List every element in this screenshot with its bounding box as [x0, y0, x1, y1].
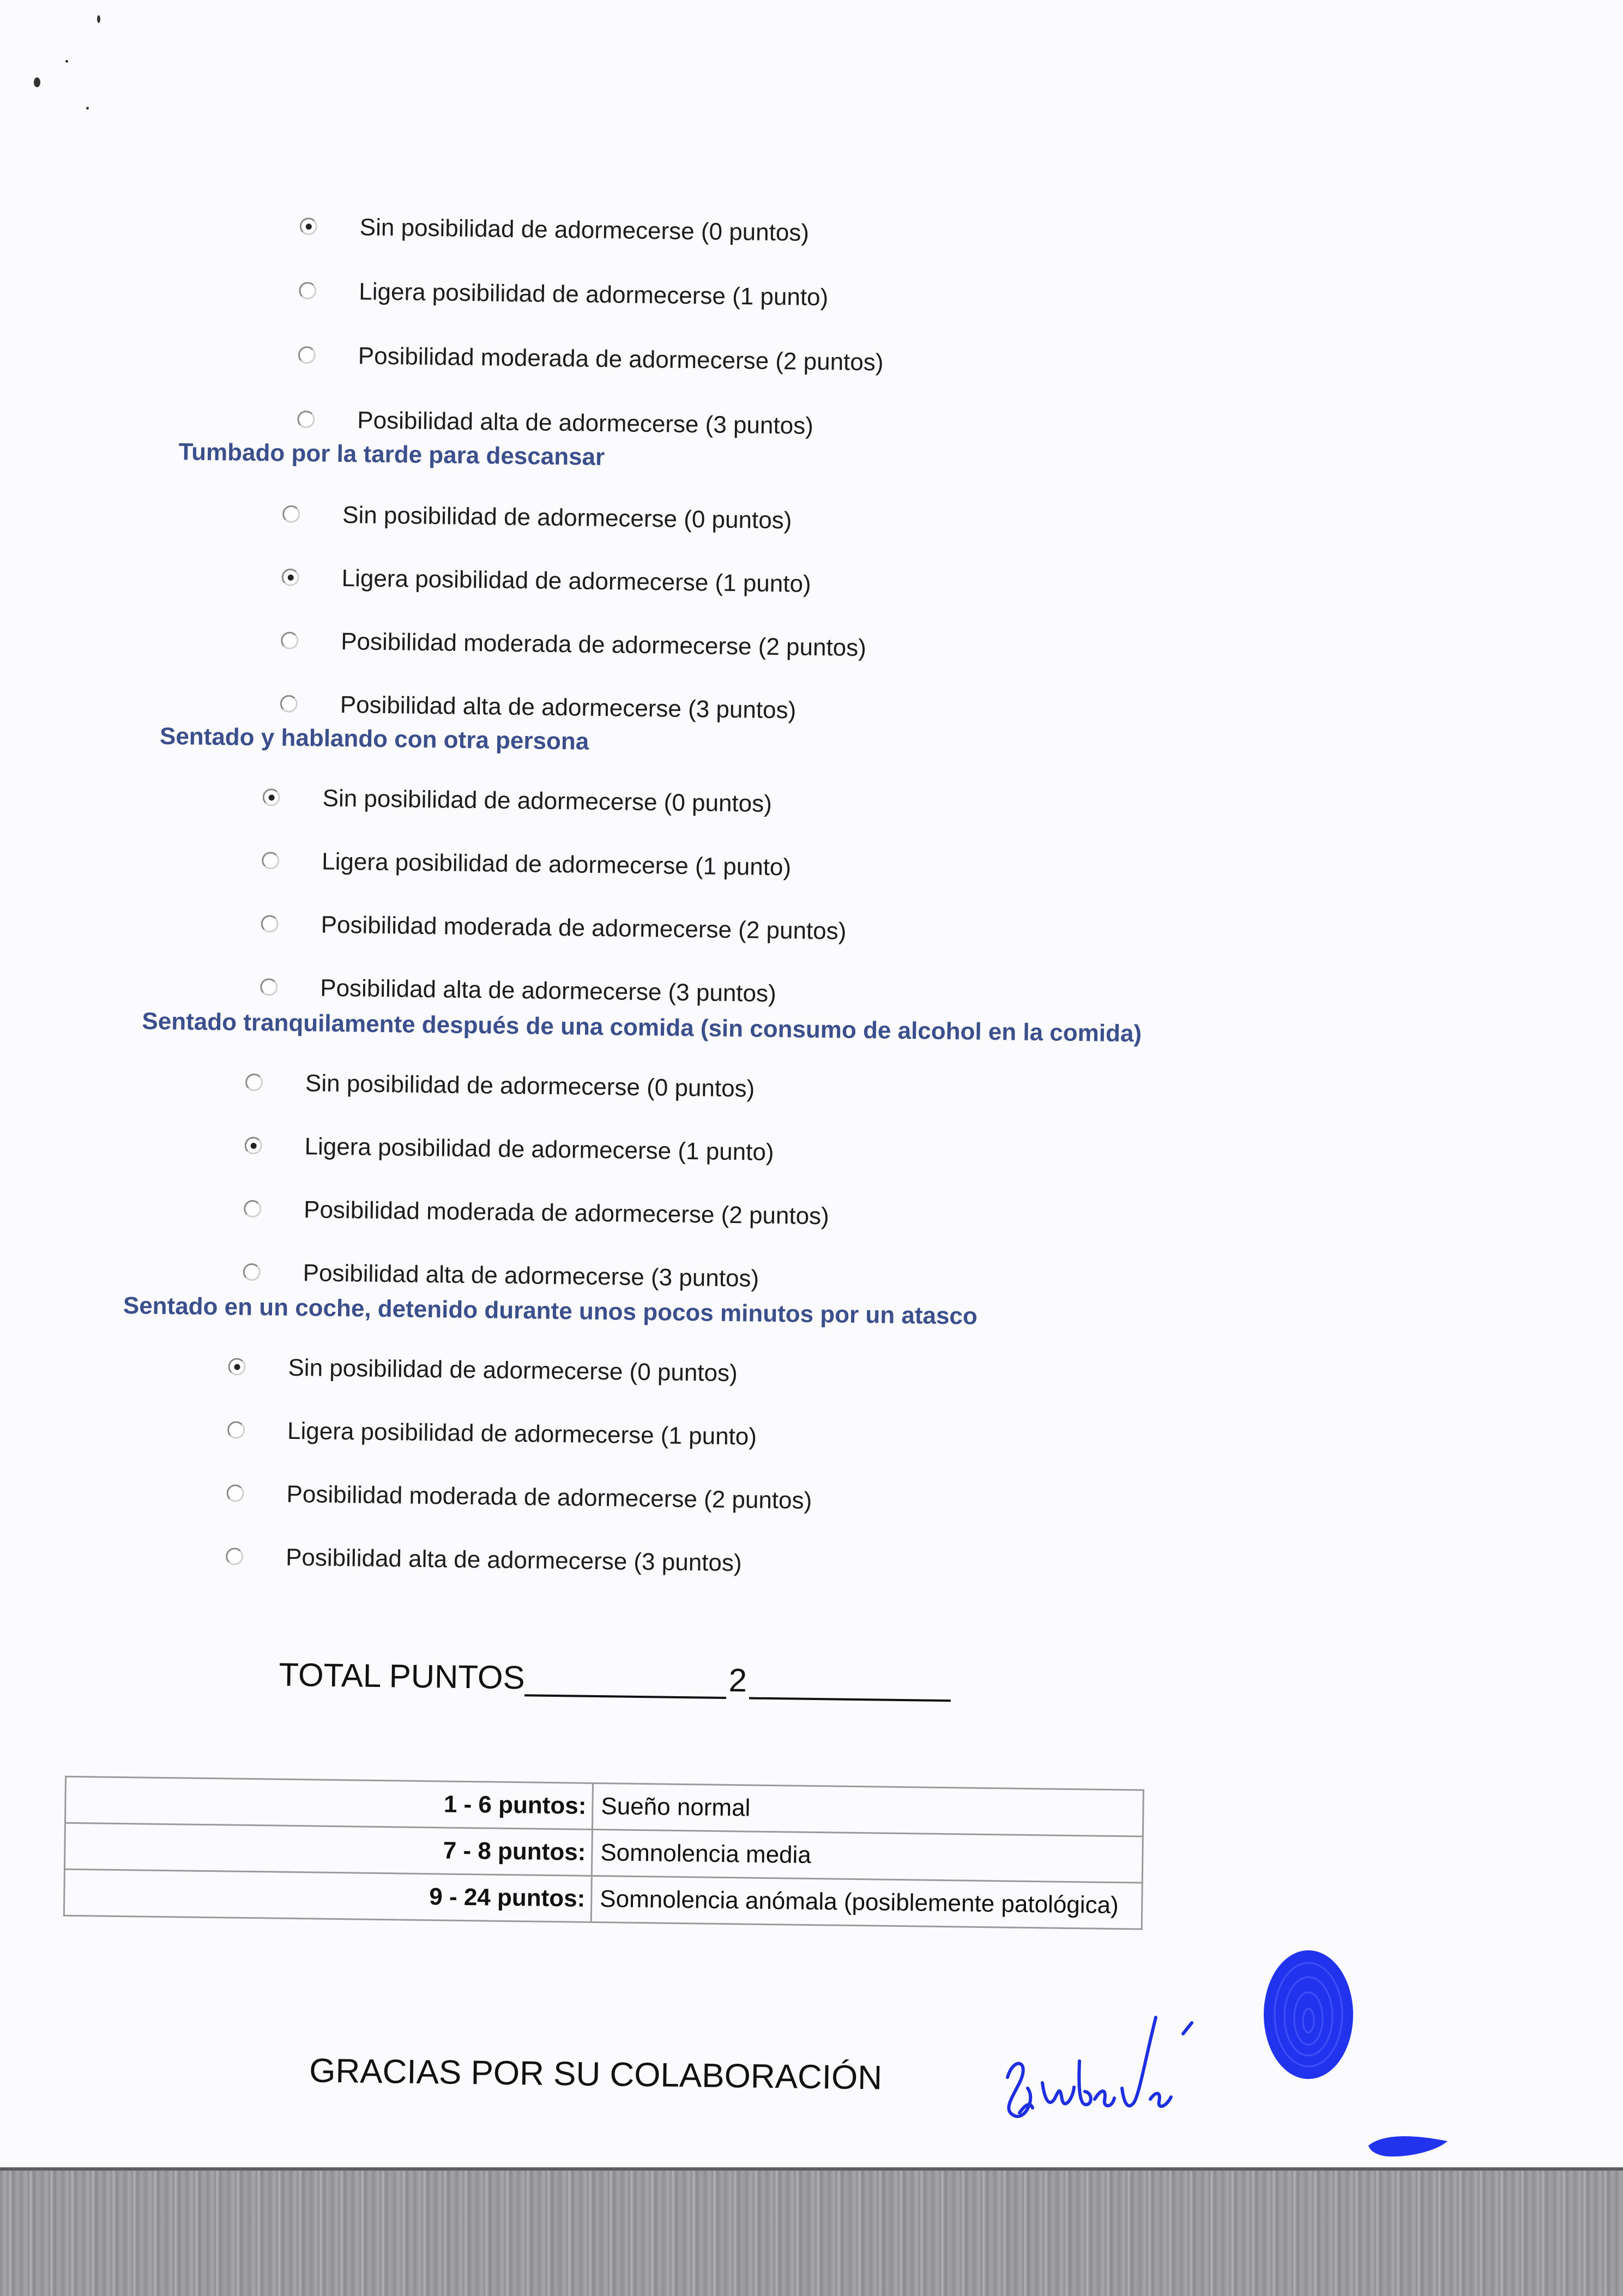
option-label: Posibilidad alta de adormecerse (3 puntos)	[285, 1544, 742, 1577]
radio-unchecked-icon[interactable]	[298, 346, 316, 364]
radio-unchecked-icon[interactable]	[281, 632, 298, 649]
question-title: Sentado y hablando con otra persona	[159, 722, 589, 755]
score-description: Sueño normal	[592, 1783, 1143, 1836]
option-label: Sin posibilidad de adormecerse (0 puntos)	[322, 785, 773, 817]
radio-checked-icon[interactable]	[300, 218, 317, 235]
radio-unchecked-icon[interactable]	[299, 282, 316, 299]
radio-checked-icon[interactable]	[282, 569, 299, 586]
total-score	[279, 1656, 951, 1702]
radio-checked-icon[interactable]	[228, 1358, 245, 1375]
score-range: 9 - 24 puntos:	[64, 1869, 592, 1922]
score-range: 7 - 8 puntos:	[64, 1823, 592, 1876]
option-label: Posibilidad moderada de adormecerse (2 puntos)	[358, 342, 884, 376]
radio-unchecked-icon[interactable]	[280, 695, 298, 713]
radio-unchecked-icon[interactable]	[297, 411, 315, 428]
option-label: Ligera posibilidad de adormecerse (1 punto)	[321, 848, 792, 881]
total-value: 2	[728, 1662, 747, 1699]
handwritten-signature	[998, 1996, 1227, 2137]
radio-unchecked-icon[interactable]	[227, 1421, 245, 1438]
option-label: Sin posibilidad de adormecerse (0 puntos)	[288, 1354, 738, 1387]
total-label: TOTAL PUNTOS	[279, 1656, 526, 1696]
radio-checked-icon[interactable]	[244, 1137, 262, 1154]
option-label: Posibilidad alta de adormecerse (3 puntos)	[303, 1260, 759, 1292]
score-interpretation-table	[63, 1776, 1144, 1930]
option-label: Posibilidad moderada de adormecerse (2 puntos)	[286, 1480, 812, 1514]
radio-unchecked-icon[interactable]	[226, 1484, 244, 1502]
radio-unchecked-icon[interactable]	[262, 852, 279, 869]
radio-unchecked-icon[interactable]	[260, 978, 277, 996]
radio-unchecked-icon[interactable]	[226, 1547, 243, 1565]
continued-options-group	[0, 0, 1623, 439]
radio-unchecked-icon[interactable]	[243, 1263, 261, 1281]
score-description: Somnolencia anómala (posiblemente patológica)	[591, 1876, 1142, 1929]
radio-unchecked-icon[interactable]	[245, 1074, 263, 1091]
option-label: Posibilidad moderada de adormecerse (2 puntos)	[340, 628, 867, 662]
radio-unchecked-icon[interactable]	[244, 1200, 261, 1218]
option-label: Ligera posibilidad de adormecerse (1 punto)	[287, 1417, 757, 1450]
option-label: Ligera posibilidad de adormecerse (1 punto)	[341, 564, 811, 598]
fingerprint-icon	[1254, 1947, 1363, 2088]
total-underline	[749, 1669, 951, 1702]
radio-unchecked-icon[interactable]	[282, 505, 300, 523]
score-range: 1 - 6 puntos:	[65, 1776, 593, 1829]
thanks-message: GRACIAS POR SU COLABORACIÓN	[309, 2052, 883, 2097]
option-label: Posibilidad alta de adormecerse (3 puntos)	[357, 407, 814, 439]
radio-unchecked-icon[interactable]	[261, 915, 279, 932]
question-title: Tumbado por la tarde para descansar	[178, 438, 605, 471]
option-label: Posibilidad alta de adormecerse (3 puntos)	[340, 691, 797, 724]
option-label: Ligera posibilidad de adormecerse (1 punto)	[359, 278, 829, 311]
radio-checked-icon[interactable]	[262, 788, 280, 806]
option-label: Posibilidad alta de adormecerse (3 puntos)	[319, 974, 777, 1008]
question-title: Sentado tranquilamente después de una comida (sin consumo de alcohol en la comida)	[142, 1008, 1142, 1047]
scanner-edge	[0, 2167, 1623, 2296]
option-label: Sin posibilidad de adormecerse (0 puntos)	[359, 214, 810, 246]
ink-smudge	[1366, 2129, 1453, 2162]
question-title: Sentado en un coche, detenido durante unos pocos minutos por un atasco	[123, 1292, 978, 1330]
score-description: Somnolencia media	[592, 1829, 1143, 1883]
total-underline	[524, 1666, 727, 1699]
option-label: Sin posibilidad de adormecerse (0 puntos)	[305, 1070, 755, 1102]
option-label: Sin posibilidad de adormecerse (0 puntos)	[342, 501, 792, 534]
option-label: Ligera posibilidad de adormecerse (1 punto)	[304, 1133, 774, 1166]
option-label: Posibilidad moderada de adormecerse (2 puntos)	[321, 911, 847, 945]
option-label: Posibilidad moderada de adormecerse (2 puntos)	[303, 1196, 830, 1230]
